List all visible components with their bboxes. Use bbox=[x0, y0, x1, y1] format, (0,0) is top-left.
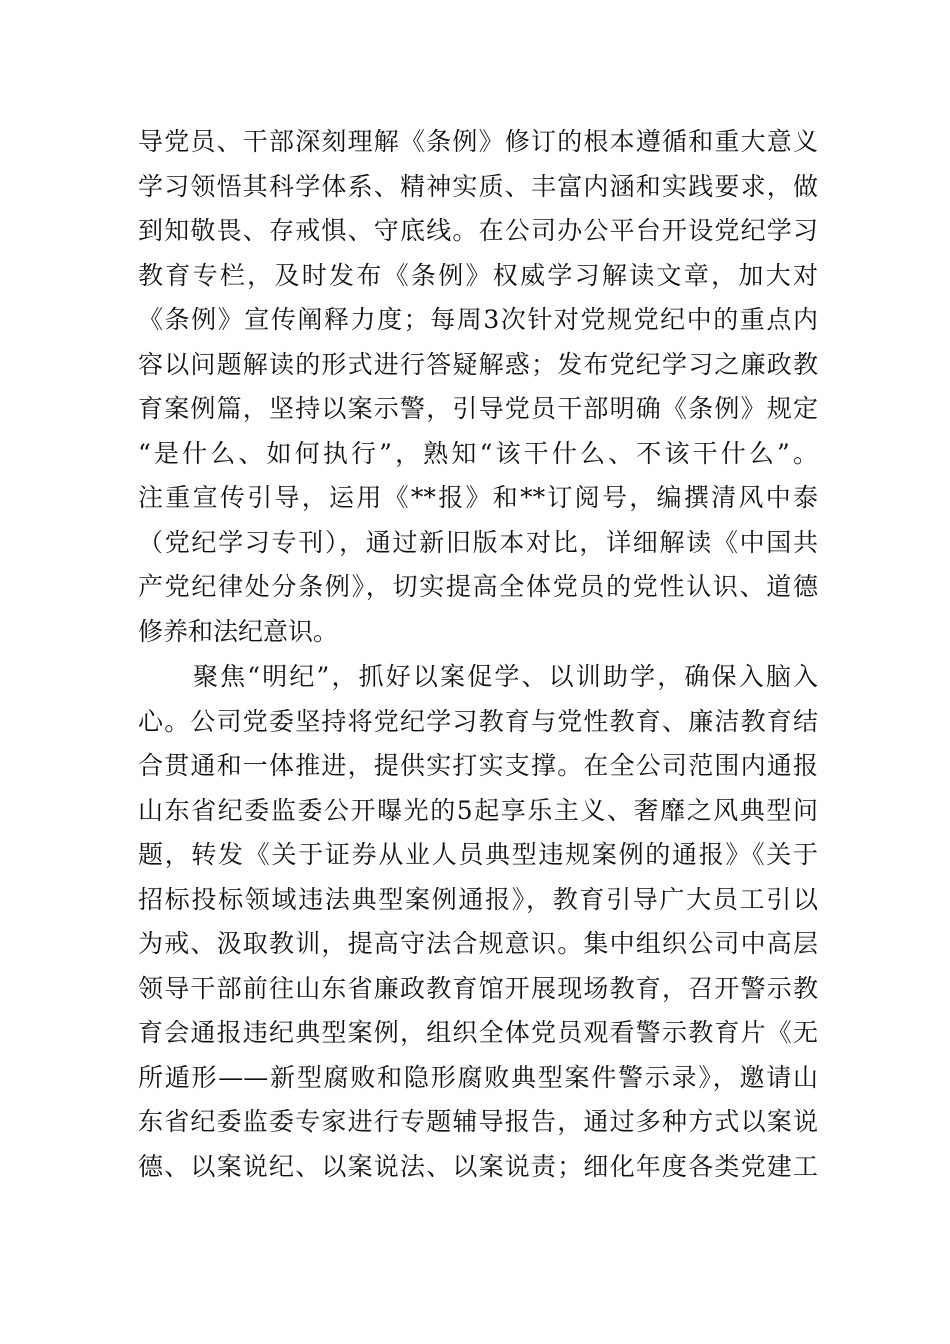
text-line: 修养和法纪意识。 bbox=[138, 616, 339, 646]
text-line: 招标投标领域违法典型案例通报》，教育引导广大员工引以 bbox=[138, 884, 818, 914]
text-line: 德、以案说纪、以案说法、以案说责；细化年度各类党建工 bbox=[138, 1151, 818, 1181]
text-line: 领导干部前往山东省廉政教育馆开展现场教育，召开警示教 bbox=[138, 973, 818, 1003]
text-line: 产党纪律处分条例》，切实提高全体党员的党性认识、道德 bbox=[138, 572, 818, 601]
text-line: 教育专栏，及时发布《条例》权威学习解读文章，加大对 bbox=[138, 260, 818, 290]
text-line: 题，转发《关于证券从业人员典型违规案例的通报》《关于 bbox=[138, 840, 818, 869]
text-line: 山东省纪委监委公开曝光的5起享乐主义、奢靡之风典型问 bbox=[138, 795, 818, 825]
text-line: 到知敬畏、存戒惧、守底线。在公司办公平台开设党纪学习 bbox=[138, 216, 818, 245]
text-line: 《条例》宣传阐释力度；每周3次针对党规党纪中的重点内 bbox=[138, 305, 818, 334]
text-line: 导党员、干部深刻理解《条例》修订的根本遵循和重大意义 bbox=[138, 127, 818, 156]
text-line: （党纪学习专刊），通过新旧版本对比，详细解读《中国共 bbox=[138, 527, 818, 557]
text-line: 所遁形——新型腐败和隐形腐败典型案件警示录》，邀请山 bbox=[138, 1062, 818, 1092]
text-line: 心。公司党委坚持将党纪学习教育与党性教育、廉洁教育结 bbox=[138, 706, 818, 736]
paragraph-1 bbox=[138, 120, 818, 654]
text-line: 注重宣传引导，运用《**报》和**订阅号，编撰清风中泰 bbox=[138, 483, 818, 512]
text-line: 容以问题解读的形式进行答疑解惑；发布党纪学习之廉政教 bbox=[138, 349, 818, 379]
text-line: 为戒、汲取教训，提高守法合规意识。集中组织公司中高层 bbox=[138, 929, 818, 958]
text-line: 东省纪委监委专家进行专题辅导报告，通过多种方式以案说 bbox=[138, 1107, 818, 1136]
text-line: 育案例篇，坚持以案示警，引导党员干部明确《条例》规定 bbox=[138, 394, 818, 423]
paragraph-2 bbox=[138, 655, 818, 1189]
text-line: “是什么、如何执行”，熟知“该干什么、不该干什么”。 bbox=[138, 438, 818, 468]
text-line: 聚焦“明纪”，抓好以案促学、以训助学，确保入脑入 bbox=[193, 662, 818, 691]
text-line: 合贯通和一体推进，提供实打实支撑。在全公司范围内通报 bbox=[138, 751, 818, 780]
text-line: 学习领悟其科学体系、精神实质、丰富内涵和实践要求，做 bbox=[138, 171, 818, 201]
text-line: 育会通报违纪典型案例，组织全体党员观看警示教育片《无 bbox=[138, 1018, 818, 1047]
